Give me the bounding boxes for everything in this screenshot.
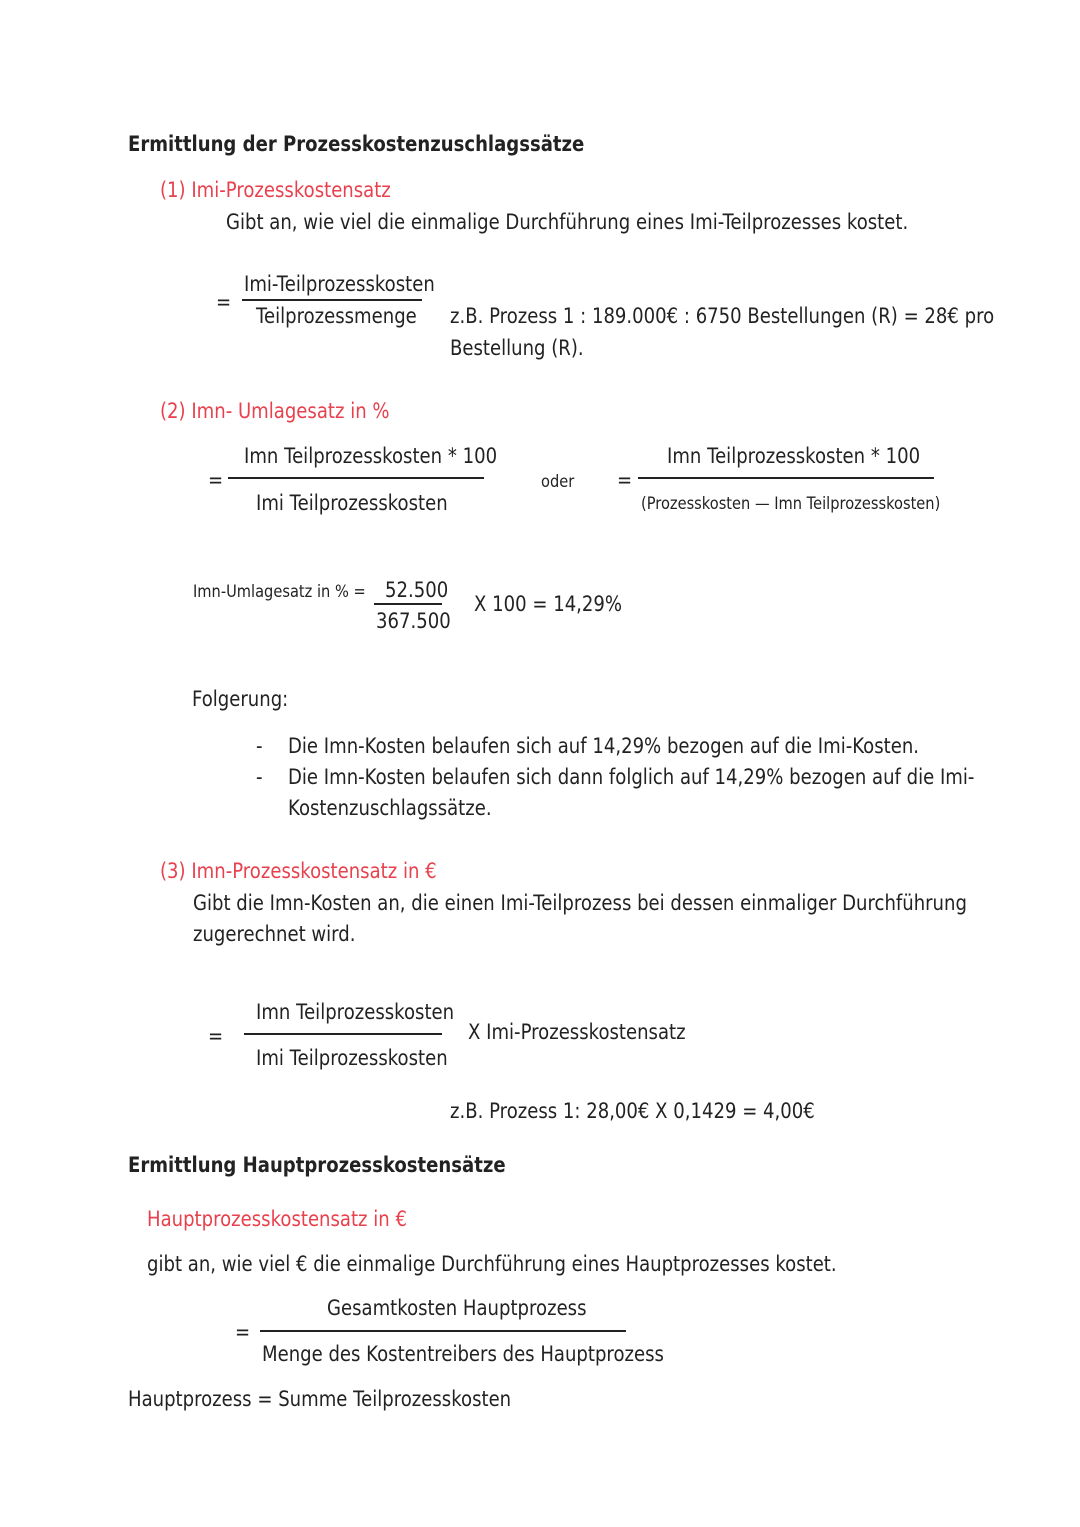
- item2-numerator-2: Imn Teilprozesskosten * 100: [667, 444, 921, 468]
- item3-title: (3) Imn-Prozesskostensatz in €: [160, 859, 437, 883]
- item2-or-label: oder: [541, 472, 575, 492]
- item3-equals-sign: =: [208, 1024, 224, 1048]
- item2-bullet1: Die Imn-Kosten belaufen sich auf 14,29% bezogen auf die Imi-Kosten.: [288, 734, 920, 758]
- item3-multiplier: X Imi-Prozesskostensatz: [468, 1020, 686, 1044]
- item2-denominator-2: (Prozesskosten — Imn Teilprozesskosten): [641, 494, 941, 514]
- item3-numerator: Imn Teilprozesskosten: [256, 1000, 455, 1024]
- hauptprozess-footer: Hauptprozess = Summe Teilprozesskosten: [128, 1387, 512, 1411]
- hauptprozess-denominator: Menge des Kostentreibers des Hauptprozess: [262, 1342, 664, 1366]
- item1-numerator: Imi-Teilprozesskosten: [244, 272, 435, 296]
- item2-equals-sign-1: =: [208, 468, 224, 492]
- item1-title: (1) Imi-Prozesskostensatz: [160, 178, 391, 202]
- item1-equals-sign: =: [216, 290, 232, 314]
- section-heading-hauptprozess: Ermittlung Hauptprozesskostensätze: [128, 1153, 506, 1177]
- item2-calc-result: X 100 = 14,29%: [474, 592, 623, 616]
- hauptprozess-subtitle: Hauptprozesskostensatz in €: [147, 1207, 407, 1231]
- item2-calc-denominator: 367.500: [376, 609, 451, 633]
- item2-bullet2-line2: Kostenzuschlagssätze.: [288, 796, 492, 820]
- item3-description-line1: Gibt die Imn-Kosten an, die einen Imi-Teilprozess bei dessen einmaliger Durchführung: [193, 891, 967, 915]
- item2-bullet2-dash: -: [256, 765, 263, 789]
- hauptprozess-description: gibt an, wie viel € die einmalige Durchführung eines Hauptprozesses kostet.: [147, 1252, 837, 1276]
- item2-bullet2-line1: Die Imn-Kosten belaufen sich dann folglich auf 14,29% bezogen auf die Imi-: [288, 765, 975, 789]
- item1-fraction-bar: [242, 299, 422, 301]
- item2-calc-numerator: 52.500: [385, 578, 449, 602]
- item2-conclusion-label: Folgerung:: [192, 687, 289, 711]
- item2-denominator-1: Imi Teilprozesskosten: [256, 491, 448, 515]
- item1-example-line2: Bestellung (R).: [450, 336, 584, 360]
- item3-denominator: Imi Teilprozesskosten: [256, 1046, 448, 1070]
- item2-fraction-bar-1: [228, 477, 484, 479]
- item2-numerator-1: Imn Teilprozesskosten * 100: [244, 444, 498, 468]
- item1-denominator: Teilprozessmenge: [256, 304, 417, 328]
- hauptprozess-numerator: Gesamtkosten Hauptprozess: [327, 1296, 587, 1320]
- hauptprozess-equals-sign: =: [235, 1320, 251, 1344]
- item1-example-line1: z.B. Prozess 1 : 189.000€ : 6750 Bestellungen (R) = 28€ pro: [450, 304, 995, 328]
- item3-fraction-bar: [244, 1033, 442, 1035]
- item2-title: (2) Imn- Umlagesatz in %: [160, 399, 390, 423]
- item3-description-line2: zugerechnet wird.: [193, 922, 356, 946]
- item1-description: Gibt an, wie viel die einmalige Durchführung eines Imi-Teilprozesses kostet.: [226, 210, 909, 234]
- section-heading-zuschlagssaetze: Ermittlung der Prozesskostenzuschlagssätze: [128, 132, 585, 156]
- item2-calc-label: Imn-Umlagesatz in % =: [193, 582, 366, 602]
- item2-equals-sign-2: =: [617, 468, 633, 492]
- item2-bullet1-dash: -: [256, 734, 263, 758]
- item2-calc-fraction-bar: [374, 603, 442, 605]
- item3-example: z.B. Prozess 1: 28,00€ X 0,1429 = 4,00€: [450, 1099, 815, 1123]
- item2-fraction-bar-2: [638, 477, 934, 479]
- hauptprozess-fraction-bar: [260, 1330, 626, 1332]
